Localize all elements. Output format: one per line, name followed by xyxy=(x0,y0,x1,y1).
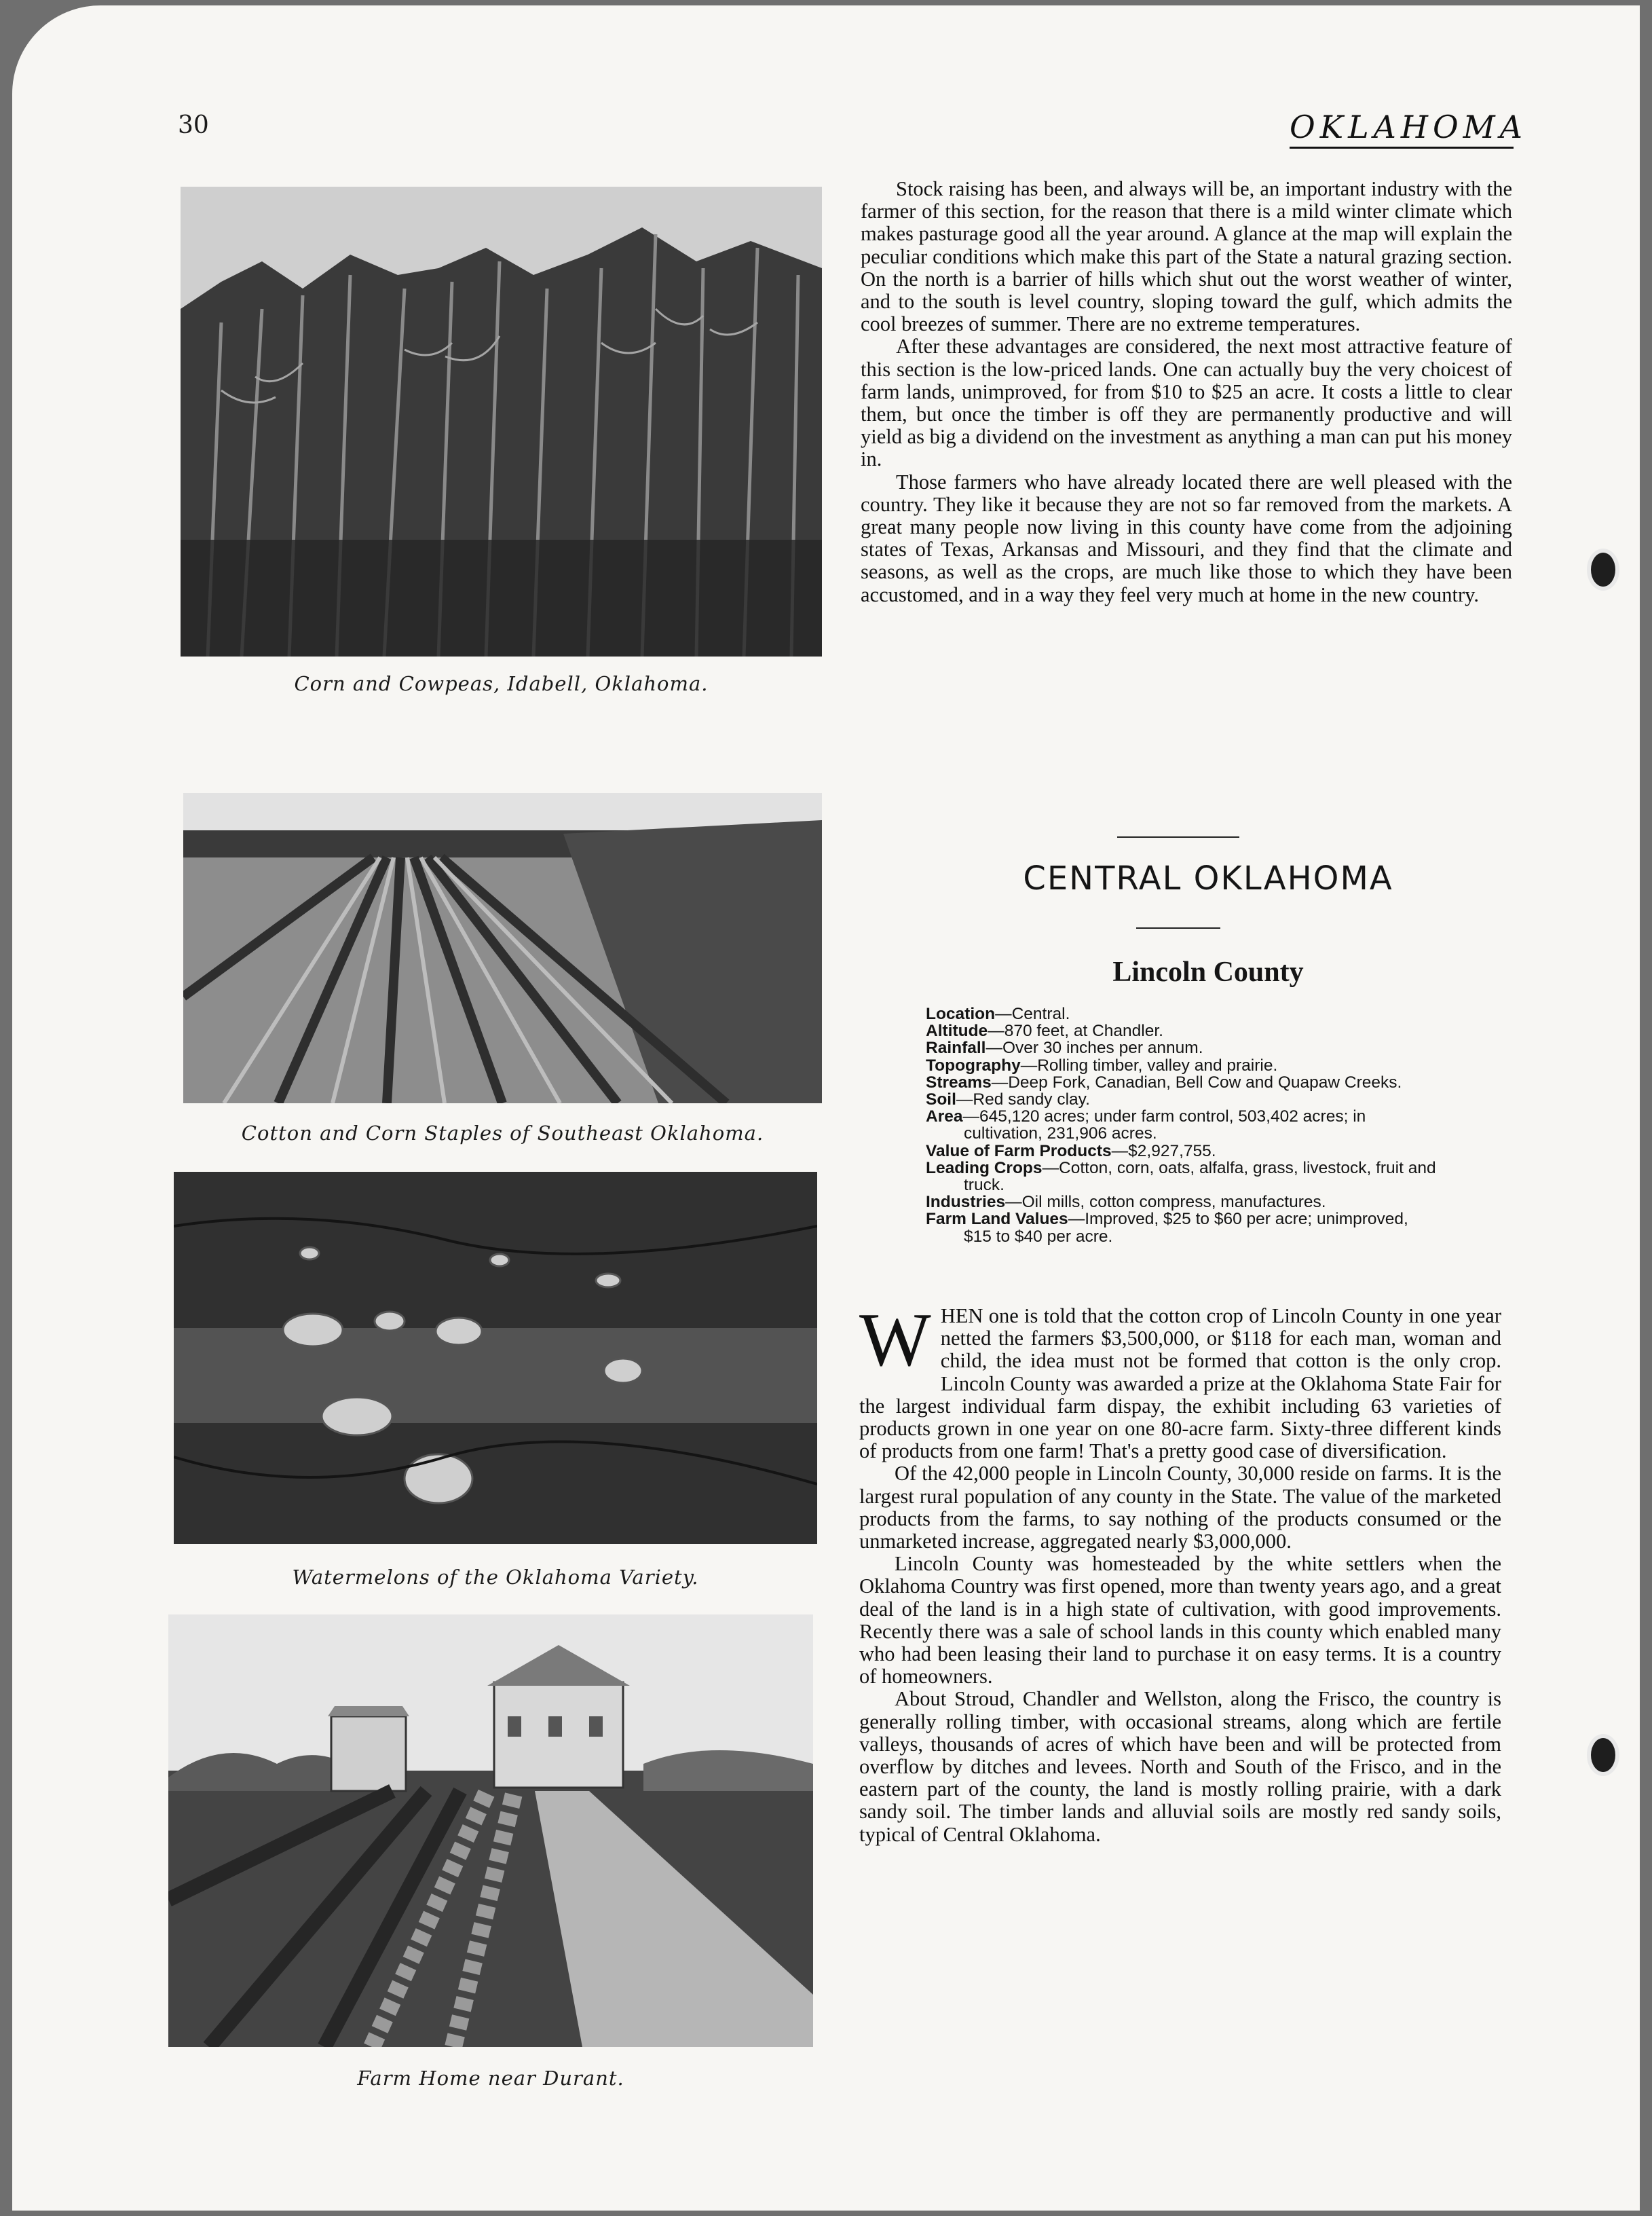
paragraph-farmers-pleased: Those farmers who have already located there are well pleased with the country. They like it because they are not so far removed from the markets. A great many people now living in this county have come from the adjoining states of Texas, Arkansas and Missouri, and they find that the climate and seasons, as well as the crops, are much like those to which they have been accustomed, and in a way they feel very much at home in the new country. xyxy=(861,470,1512,606)
fact-altitude: Altitude—870 feet, at Chandler. xyxy=(926,1022,1163,1041)
section-divider xyxy=(1117,836,1239,838)
county-facts xyxy=(926,1005,1436,1245)
fact-topography: Topography—Rolling timber, valley and prairie. xyxy=(926,1056,1278,1075)
paragraph-frisco-country: About Stroud, Chandler and Wellston, along the Frisco, the country is generally rolling timber, with occasional streams, along which are fertile valleys, thousands of acres of which have been and will be protected from overflow by ditches and levees. North and South of the Frisco, and in the eastern part of the county, the land is mostly rolling prairie, with a dark sandy soil. The timber lands and alluvial soils are mostly red sandy soils, typical of Central Oklahoma. xyxy=(859,1687,1501,1846)
fact-leading-crops: Leading Crops—Cotton, corn, oats, alfalfa, grass, livestock, fruit and truck. xyxy=(926,1158,1436,1195)
heading-divider xyxy=(1136,927,1220,929)
caption-watermelons: Watermelons of the Oklahoma Variety. xyxy=(292,1566,699,1589)
caption-corn-cowpeas: Corn and Cowpeas, Idabell, Oklahoma. xyxy=(294,672,709,695)
caption-cotton-corn: Cotton and Corn Staples of Southeast Oklahoma. xyxy=(241,1122,764,1145)
lincoln-county-text xyxy=(859,1298,1501,1846)
fact-area: Area—645,120 acres; under farm control, 503,402 acres; in cultivation, 231,906 acres. xyxy=(926,1107,1366,1143)
paragraph-low-priced-lands: After these advantages are considered, the next most attractive feature of this section is the low-priced lands. One can actually buy the very choicest of farm lands, unimproved, for from $10 to $25 an acre. It costs a little to clear them, but once the timber is off they are permanently productive and will yield as big a dividend on the investment as anything a man can put his money in. xyxy=(861,335,1512,471)
fact-rainfall: Rainfall—Over 30 inches per annum. xyxy=(926,1039,1203,1058)
fact-streams: Streams—Deep Fork, Canadian, Bell Cow and Quapaw Creeks. xyxy=(926,1073,1402,1092)
caption-farm-home: Farm Home near Durant. xyxy=(357,2067,624,2090)
fact-location: Location—Central. xyxy=(926,1005,1070,1023)
fact-farm-products: Value of Farm Products—$2,927,755. xyxy=(926,1141,1216,1160)
photo-watermelons xyxy=(174,1172,817,1544)
paragraph-homesteaded: Lincoln County was homesteaded by the white settlers when the Oklahoma Country was first opened, more than twenty years ago, and a great deal of the land is in a high state of cultivation, with good improvements. Recently there was a sale of school lands in this county which enabled many who had been leasing their land to purchase it on easy terms. It is a country of homeowners. xyxy=(859,1552,1501,1688)
photo-farm-home xyxy=(168,1614,813,2047)
section-heading: CENTRAL OKLAHOMA xyxy=(1023,860,1393,898)
photo-corn-cowpeas xyxy=(181,187,822,657)
fact-land-values: Farm Land Values—Improved, $25 to $60 per acre; unimproved, $15 to $40 per acre. xyxy=(926,1210,1408,1246)
paragraph-cotton-crop: HEN one is told that the cotton crop of Lincoln County in one year netted the farmers $3,500,000, or $118 for each man, woman and child, the idea must not be formed that cotton is the only crop. Lincoln County was awarded a prize at the Oklahoma State Fair for the largest individual farm dispay, the exhibit including 63 varieties of products grown in one year on one 80-acre farm. Sixty-three different kinds of products from one farm! That's a pretty good case of diversification. xyxy=(859,1304,1501,1463)
page-number: 30 xyxy=(178,111,209,139)
running-head: OKLAHOMA xyxy=(1290,107,1514,149)
binding-hole-top xyxy=(1587,549,1619,591)
paragraph-stock-raising: Stock raising has been, and always will be, an important industry with the farmer of this section, for the reason that there is a mild winter climate which makes pasturage good all the year around. A glance at the map will explain the peculiar conditions which make this part of the State a natural grazing section. On the north is a barrier of hills which shut out the worst weather of winter, and to the south is level country, sloping toward the gulf, which admits the cool breezes of summer. There are no extreme temperatures. xyxy=(861,177,1512,336)
photo-cotton-corn xyxy=(183,793,822,1103)
drop-cap: W xyxy=(859,1298,931,1382)
fact-soil: Soil—Red sandy clay. xyxy=(926,1090,1090,1109)
county-heading: Lincoln County xyxy=(1112,957,1304,988)
southeast-text-block xyxy=(861,178,1512,606)
paragraph-population: Of the 42,000 people in Lincoln County, 30,000 reside on farms. It is the largest rural population of any county in the State. The value of the marketed products from the farms, to say nothing of the products consumed or the unmarketed increase, aggregated nearly $3,000,000. xyxy=(859,1462,1501,1553)
fact-industries: Industries—Oil mills, cotton compress, manufactures. xyxy=(926,1193,1326,1212)
binding-hole-bottom xyxy=(1587,1734,1619,1776)
